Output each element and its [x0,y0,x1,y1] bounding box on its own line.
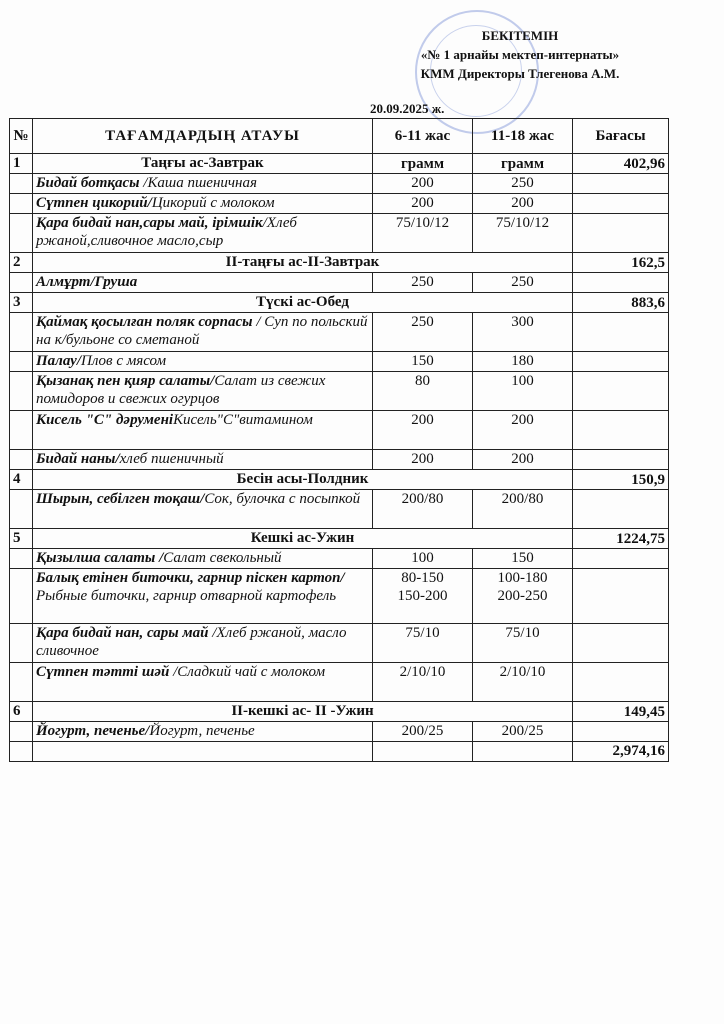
dish-row [10,352,669,372]
dish-number-cell [10,624,33,663]
meal-name: Кешкі ас-Ужин [33,529,573,549]
grams-age1: 250 [373,273,473,293]
dish-name-kz: Алмұрт/Груша [36,274,138,290]
approval-school: «№ 1 арнайы мектеп-интернаты» [420,47,620,62]
header-no: № [10,119,33,154]
dish-name-kz: Қызанақ пен қияр салаты/ [36,373,215,389]
dish-name-kz: Сүтпен тәтті шәй [36,664,174,680]
grams-age2: 75/10 [473,624,573,663]
meal-name: II-таңғы ас-II-Завтрак [33,253,573,273]
dish-name-kz: Қара бидай нан, сары май [36,625,213,641]
meal-row [10,529,669,549]
dish-name [33,313,373,352]
grams-age2: 200 [473,194,573,214]
grams-age1: 200 [373,450,473,470]
header-age2: 11-18 жас [473,119,573,154]
dish-price-cell [573,490,669,529]
grams-age1: 250 [373,313,473,352]
header-name: ТАҒАМДАРДЫҢ АТАУЫ [33,119,373,154]
meal-price: 883,6 [573,293,669,313]
dish-row [10,411,669,450]
dish-number-cell [10,411,33,450]
grams-age1: 200 [373,174,473,194]
meal-row [10,293,669,313]
grams-age2: 180 [473,352,573,372]
dish-number-cell [10,174,33,194]
dish-name [33,214,373,253]
meal-row [10,154,669,174]
dish-name-ru: Цикорий с молоком [151,195,275,211]
dish-name [33,352,373,372]
dish-number-cell [10,194,33,214]
meal-number: 2 [10,253,33,273]
dish-number-cell [10,490,33,529]
dish-row [10,450,669,470]
dish-price-cell [573,663,669,702]
grams-age1: 80 [373,372,473,411]
meal-row [10,253,669,273]
dish-name-ru: Плов с мясом [81,353,167,369]
grams-age1: 75/10/12 [373,214,473,253]
header-age1: 6-11 жас [373,119,473,154]
dish-number-cell [10,722,33,742]
dish-price-cell [573,214,669,253]
dish-name-kz: Қара бидай нан,сары май, ірімшік [36,215,263,231]
dish-name [33,194,373,214]
dish-number-cell [10,313,33,352]
dish-name [33,372,373,411]
dish-price-cell [573,194,669,214]
dish-row [10,174,669,194]
dish-name-ru: /Хлеб ржаной, масло сливочное [36,625,347,659]
meal-number: 1 [10,154,33,174]
dish-name [33,549,373,569]
dish-row [10,372,669,411]
dish-name-kz: Қызылша салаты / [36,550,164,566]
dish-number-cell [10,569,33,624]
meal-name: Бесін асы-Полдник [33,470,573,490]
meal-number: 6 [10,702,33,722]
dish-name-ru: Кисель"С"витамином [173,412,313,428]
total-empty-4 [473,742,573,762]
grams-age1: 150 [373,352,473,372]
dish-name-ru: Салат из свежих помидоров и свежих огурцов [36,373,326,407]
dish-name-ru: /Хлеб ржаной,сливочное масло,сыр [36,215,297,249]
grams-age2: 2/10/10 [473,663,573,702]
approval-director: КММ Директоры Тлегенова А.М. [420,66,620,81]
dish-name-ru: Рыбные биточки, гарнир отварной картофель [36,588,337,604]
dish-number-cell [10,352,33,372]
grams-age2: 100-180 200-250 [473,569,573,624]
dish-price-cell [573,174,669,194]
dish-name-ru: хлеб пшеничный [119,451,224,467]
dish-name [33,490,373,529]
dish-name-ru: Салат свекольный [163,550,282,566]
grams-age1: 200 [373,411,473,450]
dish-name-ru: / Суп по польский на к/бульоне со сметаной [36,314,368,348]
dish-name-kz: Йогурт, печенье/ [36,723,150,739]
dish-name-kz: Бидай ботқасы [36,175,144,191]
dish-number-cell [10,372,33,411]
grams-age1: 200 [373,194,473,214]
menu-table [9,118,669,762]
dish-row [10,313,669,352]
grams-age2: 200 [473,450,573,470]
dish-name [33,273,373,293]
dish-name-kz: Шырын, себілген тоқаш/ [36,491,205,507]
dish-price-cell [573,450,669,470]
dish-name-kz: Палау/ [36,353,81,369]
dish-row [10,549,669,569]
meal-name: Түскі ас-Обед [33,293,573,313]
meal-name: Таңғы ас-Завтрак [33,154,373,174]
meal-price: 402,96 [573,154,669,174]
grams-age2: 300 [473,313,573,352]
dish-row [10,490,669,529]
grams-age2: 150 [473,549,573,569]
approval-date: 20.09.2025 ж. [370,101,445,116]
meal-number: 4 [10,470,33,490]
meal-number: 5 [10,529,33,549]
dish-row [10,194,669,214]
meal-row [10,470,669,490]
dish-number-cell [10,663,33,702]
dish-name-kz: Кисель "С" дәрумені [36,412,174,428]
menu-body [10,154,669,762]
dish-name [33,663,373,702]
dish-row [10,663,669,702]
grams-age1: 100 [373,549,473,569]
grams-age2: 250 [473,273,573,293]
grams-age2: 200/80 [473,490,573,529]
meal-row [10,702,669,722]
dish-name-kz: Балық етінен биточки, гарнир піскен картоп/ [36,570,345,586]
grams-age1: 75/10 [373,624,473,663]
approval-block [350,26,690,118]
dish-price-cell [573,411,669,450]
dish-name-kz: Қаймақ қосылған поляк сорпасы [36,314,253,330]
dish-name [33,174,373,194]
header-row [10,119,669,154]
unit-label-age1: грамм [373,154,473,174]
dish-price-cell [573,569,669,624]
dish-name-ru: Сок, булочка с посыпкой [204,491,361,507]
dish-number-cell [10,273,33,293]
dish-name [33,411,373,450]
meal-price: 149,45 [573,702,669,722]
dish-row [10,569,669,624]
grams-age2: 250 [473,174,573,194]
dish-name-ru: /Каша пшеничная [143,175,257,191]
grams-age2: 200/25 [473,722,573,742]
dish-price-cell [573,313,669,352]
total-row [10,742,669,762]
grams-age2: 200 [473,411,573,450]
dish-name [33,569,373,624]
unit-label-age2: грамм [473,154,573,174]
dish-price-cell [573,372,669,411]
dish-row [10,722,669,742]
dish-row [10,624,669,663]
dish-number-cell [10,450,33,470]
dish-row [10,214,669,253]
dish-price-cell [573,549,669,569]
meal-number: 3 [10,293,33,313]
total-empty-2 [33,742,373,762]
dish-name [33,624,373,663]
dish-name-ru: Йогурт, печенье [149,723,255,739]
grams-age2: 100 [473,372,573,411]
dish-price-cell [573,722,669,742]
grams-age1: 200/25 [373,722,473,742]
grams-age2: 75/10/12 [473,214,573,253]
dish-price-cell [573,624,669,663]
dish-name [33,722,373,742]
dish-name [33,450,373,470]
dish-number-cell [10,214,33,253]
meal-name: II-кешкі ас- II -Ужин [33,702,573,722]
dish-name-kz: Сүтпен цикорий/ [36,195,152,211]
header-price: Бағасы [573,119,669,154]
grams-age1: 2/10/10 [373,663,473,702]
total-empty-3 [373,742,473,762]
meal-price: 1224,75 [573,529,669,549]
dish-name-kz: Бидай наны/ [36,451,120,467]
dish-row [10,273,669,293]
dish-price-cell [573,273,669,293]
approval-title: БЕКІТЕМІН [481,28,559,43]
dish-name-ru: /Сладкий чай с молоком [173,664,326,680]
dish-price-cell [573,352,669,372]
total-price: 2,974,16 [573,742,669,762]
grams-age1: 200/80 [373,490,473,529]
meal-price: 162,5 [573,253,669,273]
total-empty-1 [10,742,33,762]
meal-price: 150,9 [573,470,669,490]
grams-age1: 80-150 150-200 [373,569,473,624]
dish-number-cell [10,549,33,569]
